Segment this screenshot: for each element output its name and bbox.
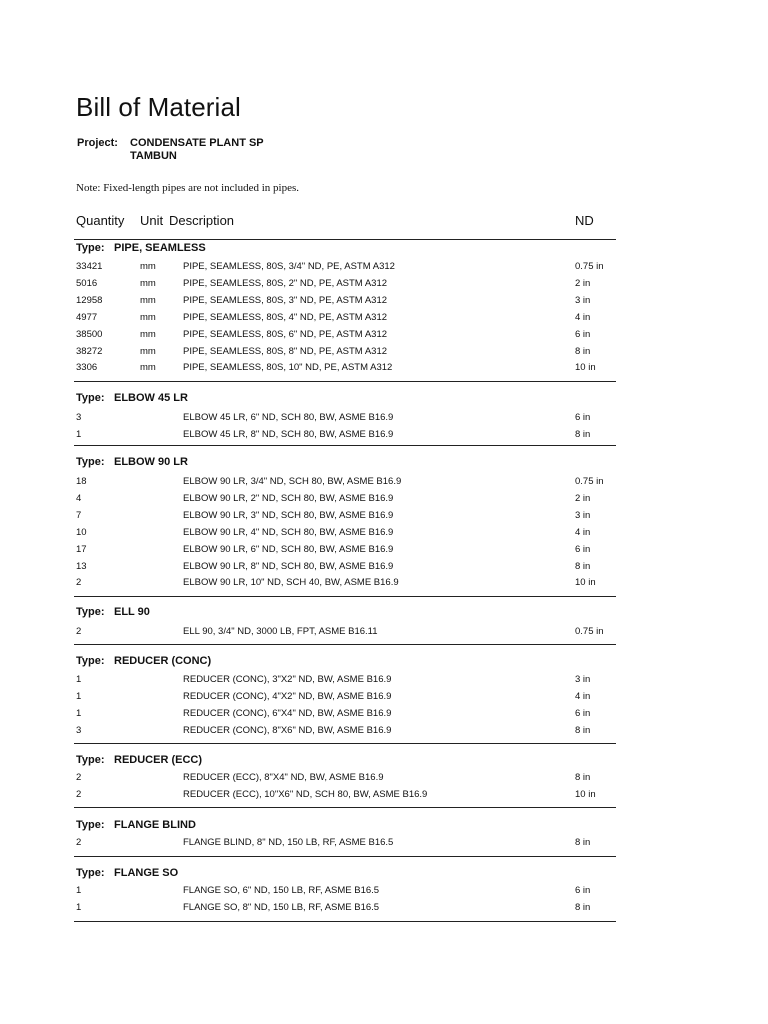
row-unit: mm (140, 277, 156, 289)
section-rule (74, 807, 616, 808)
row-quantity: 10 (76, 526, 87, 538)
column-header-row (76, 213, 616, 233)
row-unit: mm (140, 294, 156, 306)
table-row (76, 561, 616, 575)
row-quantity: 38500 (76, 328, 103, 340)
table-row (76, 362, 616, 376)
row-quantity: 2 (76, 577, 82, 589)
table-row (76, 493, 616, 507)
row-nd: 3 in (575, 294, 591, 306)
row-nd: 0.75 in (575, 476, 604, 487)
row-nd: 3 in (575, 509, 591, 521)
row-quantity: 2 (76, 772, 82, 783)
row-nd: 8 in (575, 724, 591, 736)
section-rule (74, 856, 616, 857)
row-description: PIPE, SEAMLESS, 80S, 2" ND, PE, ASTM A312 (183, 277, 388, 289)
column-header-description: Description (169, 213, 235, 228)
row-description: ELBOW 90 LR, 3/4" ND, SCH 80, BW, ASME B16.9 (183, 476, 402, 487)
table-row (76, 527, 616, 541)
row-unit: mm (140, 311, 156, 323)
table-row (76, 476, 616, 490)
row-nd: 6 in (575, 328, 591, 340)
table-row (76, 577, 616, 591)
type-name: FLANGE BLIND (114, 819, 196, 831)
section-type-header (76, 456, 188, 468)
row-description: FLANGE BLIND, 8" ND, 150 LB, RF, ASME B16.5 (183, 837, 394, 848)
row-unit: mm (140, 328, 156, 340)
row-quantity: 33421 (76, 261, 103, 272)
project-name (130, 137, 264, 163)
row-description: ELBOW 90 LR, 3" ND, SCH 80, BW, ASME B16.9 (183, 509, 394, 521)
row-nd: 4 in (575, 690, 591, 702)
type-name: ELBOW 45 LR (114, 392, 188, 404)
row-quantity: 1 (76, 429, 82, 440)
section-type-header (76, 867, 178, 879)
row-quantity: 1 (76, 690, 82, 702)
type-label: Type: (76, 392, 105, 404)
row-quantity: 5016 (76, 277, 98, 289)
row-quantity: 17 (76, 543, 87, 555)
row-quantity: 1 (76, 707, 82, 719)
row-quantity: 4977 (76, 311, 98, 323)
table-row (76, 691, 616, 705)
row-nd: 0.75 in (575, 626, 604, 637)
type-name: PIPE, SEAMLESS (114, 242, 206, 254)
type-name: ELL 90 (114, 606, 150, 618)
row-nd: 8 in (575, 560, 591, 572)
row-description: ELBOW 90 LR, 2" ND, SCH 80, BW, ASME B16.9 (183, 492, 394, 504)
type-name: REDUCER (ECC) (114, 754, 202, 766)
table-row (76, 885, 616, 899)
table-row (76, 346, 616, 360)
type-label: Type: (76, 606, 105, 618)
section-rule (74, 381, 616, 382)
row-nd: 10 in (575, 362, 596, 374)
table-row (76, 295, 616, 309)
row-quantity: 1 (76, 885, 82, 896)
row-description: ELBOW 90 LR, 8" ND, SCH 80, BW, ASME B16.9 (183, 560, 394, 572)
section-rule (74, 921, 616, 922)
row-description: PIPE, SEAMLESS, 80S, 3" ND, PE, ASTM A312 (183, 294, 388, 306)
note: Note: Fixed-length pipes are not included in pipes. (76, 182, 300, 194)
row-nd: 8 in (575, 772, 591, 783)
row-description: REDUCER (ECC), 10"X6" ND, SCH 80, BW, ASME B16.9 (183, 789, 428, 800)
column-header-nd: ND (575, 213, 594, 228)
table-row (76, 312, 616, 326)
row-description: ELL 90, 3/4" ND, 3000 LB, FPT, ASME B16.11 (183, 626, 378, 637)
table-row (76, 429, 616, 443)
row-nd: 6 in (575, 412, 591, 423)
row-description: ELBOW 90 LR, 10" ND, SCH 40, BW, ASME B16.9 (183, 577, 399, 589)
table-row (76, 261, 616, 275)
header-rule (74, 239, 616, 240)
row-quantity: 1 (76, 674, 82, 685)
row-nd: 8 in (575, 345, 591, 357)
table-row (76, 772, 616, 786)
row-quantity: 3306 (76, 362, 98, 374)
row-quantity: 38272 (76, 345, 103, 357)
row-description: REDUCER (CONC), 4"X2" ND, BW, ASME B16.9 (183, 690, 392, 702)
row-quantity: 18 (76, 476, 87, 487)
row-nd: 10 in (575, 789, 596, 800)
section-rule (74, 644, 616, 645)
row-quantity: 3 (76, 724, 82, 736)
row-quantity: 12958 (76, 294, 103, 306)
column-header-quantity: Quantity (76, 213, 125, 228)
row-unit: mm (140, 261, 156, 272)
row-nd: 8 in (575, 901, 591, 913)
type-name: FLANGE SO (114, 867, 179, 879)
type-label: Type: (76, 456, 105, 468)
column-header-unit: Unit (140, 213, 164, 228)
table-row (76, 789, 616, 803)
project-name-line-1: CONDENSATE PLANT SP (130, 137, 264, 149)
row-description: PIPE, SEAMLESS, 80S, 8" ND, PE, ASTM A312 (183, 345, 388, 357)
row-nd: 6 in (575, 543, 591, 555)
row-quantity: 4 (76, 492, 82, 504)
row-description: FLANGE SO, 8" ND, 150 LB, RF, ASME B16.5 (183, 901, 380, 913)
row-description: ELBOW 90 LR, 6" ND, SCH 80, BW, ASME B16.9 (183, 543, 394, 555)
row-nd: 8 in (575, 429, 591, 440)
table-row (76, 329, 616, 343)
row-nd: 4 in (575, 311, 591, 323)
row-nd: 0.75 in (575, 261, 604, 272)
table-row (76, 674, 616, 688)
table-row (76, 278, 616, 292)
row-description: ELBOW 45 LR, 8" ND, SCH 80, BW, ASME B16.9 (183, 429, 394, 440)
table-row (76, 725, 616, 739)
row-unit: mm (140, 362, 156, 374)
type-label: Type: (76, 754, 105, 766)
row-description: PIPE, SEAMLESS, 80S, 3/4" ND, PE, ASTM A312 (183, 261, 395, 272)
type-label: Type: (76, 867, 105, 879)
document-title: Bill of Material (76, 92, 241, 122)
table-row (76, 510, 616, 524)
row-description: REDUCER (CONC), 3"X2" ND, BW, ASME B16.9 (183, 674, 392, 685)
row-unit: mm (140, 345, 156, 357)
row-quantity: 7 (76, 509, 82, 521)
type-label: Type: (76, 242, 105, 254)
row-quantity: 13 (76, 560, 87, 572)
row-nd: 8 in (575, 837, 591, 848)
row-description: REDUCER (CONC), 8"X6" ND, BW, ASME B16.9 (183, 724, 392, 736)
type-name: REDUCER (CONC) (114, 655, 212, 667)
table-row (76, 902, 616, 916)
type-name: ELBOW 90 LR (114, 456, 188, 468)
section-type-header (76, 819, 196, 831)
row-description: PIPE, SEAMLESS, 80S, 4" ND, PE, ASTM A312 (183, 311, 388, 323)
row-nd: 2 in (575, 492, 591, 504)
row-description: REDUCER (ECC), 8"X4" ND, BW, ASME B16.9 (183, 772, 384, 783)
row-quantity: 2 (76, 626, 82, 637)
section-type-header (76, 655, 211, 667)
project-label: Project: (77, 137, 118, 149)
type-label: Type: (76, 655, 105, 667)
project-name-line-2: TAMBUN (130, 150, 177, 162)
row-description: FLANGE SO, 6" ND, 150 LB, RF, ASME B16.5 (183, 885, 380, 896)
row-nd: 6 in (575, 707, 591, 719)
row-nd: 3 in (575, 674, 591, 685)
row-nd: 2 in (575, 277, 591, 289)
type-label: Type: (76, 819, 105, 831)
section-type-header (76, 754, 202, 766)
section-rule (74, 445, 616, 446)
section-rule (74, 596, 616, 597)
row-quantity: 2 (76, 789, 82, 800)
table-row (76, 626, 616, 640)
row-nd: 6 in (575, 885, 591, 896)
row-nd: 4 in (575, 526, 591, 538)
row-description: PIPE, SEAMLESS, 80S, 10" ND, PE, ASTM A312 (183, 362, 393, 374)
table-row (76, 837, 616, 851)
row-description: ELBOW 45 LR, 6" ND, SCH 80, BW, ASME B16.9 (183, 412, 394, 423)
section-rule (74, 743, 616, 744)
table-row (76, 708, 616, 722)
section-type-header (76, 242, 206, 254)
row-nd: 10 in (575, 577, 596, 589)
row-description: REDUCER (CONC), 6"X4" ND, BW, ASME B16.9 (183, 707, 392, 719)
section-type-header (76, 606, 150, 618)
table-row (76, 544, 616, 558)
section-type-header (76, 392, 188, 404)
row-quantity: 3 (76, 412, 82, 423)
table-row (76, 412, 616, 426)
row-quantity: 1 (76, 901, 82, 913)
row-description: PIPE, SEAMLESS, 80S, 6" ND, PE, ASTM A312 (183, 328, 388, 340)
row-quantity: 2 (76, 837, 82, 848)
row-description: ELBOW 90 LR, 4" ND, SCH 80, BW, ASME B16.9 (183, 526, 394, 538)
